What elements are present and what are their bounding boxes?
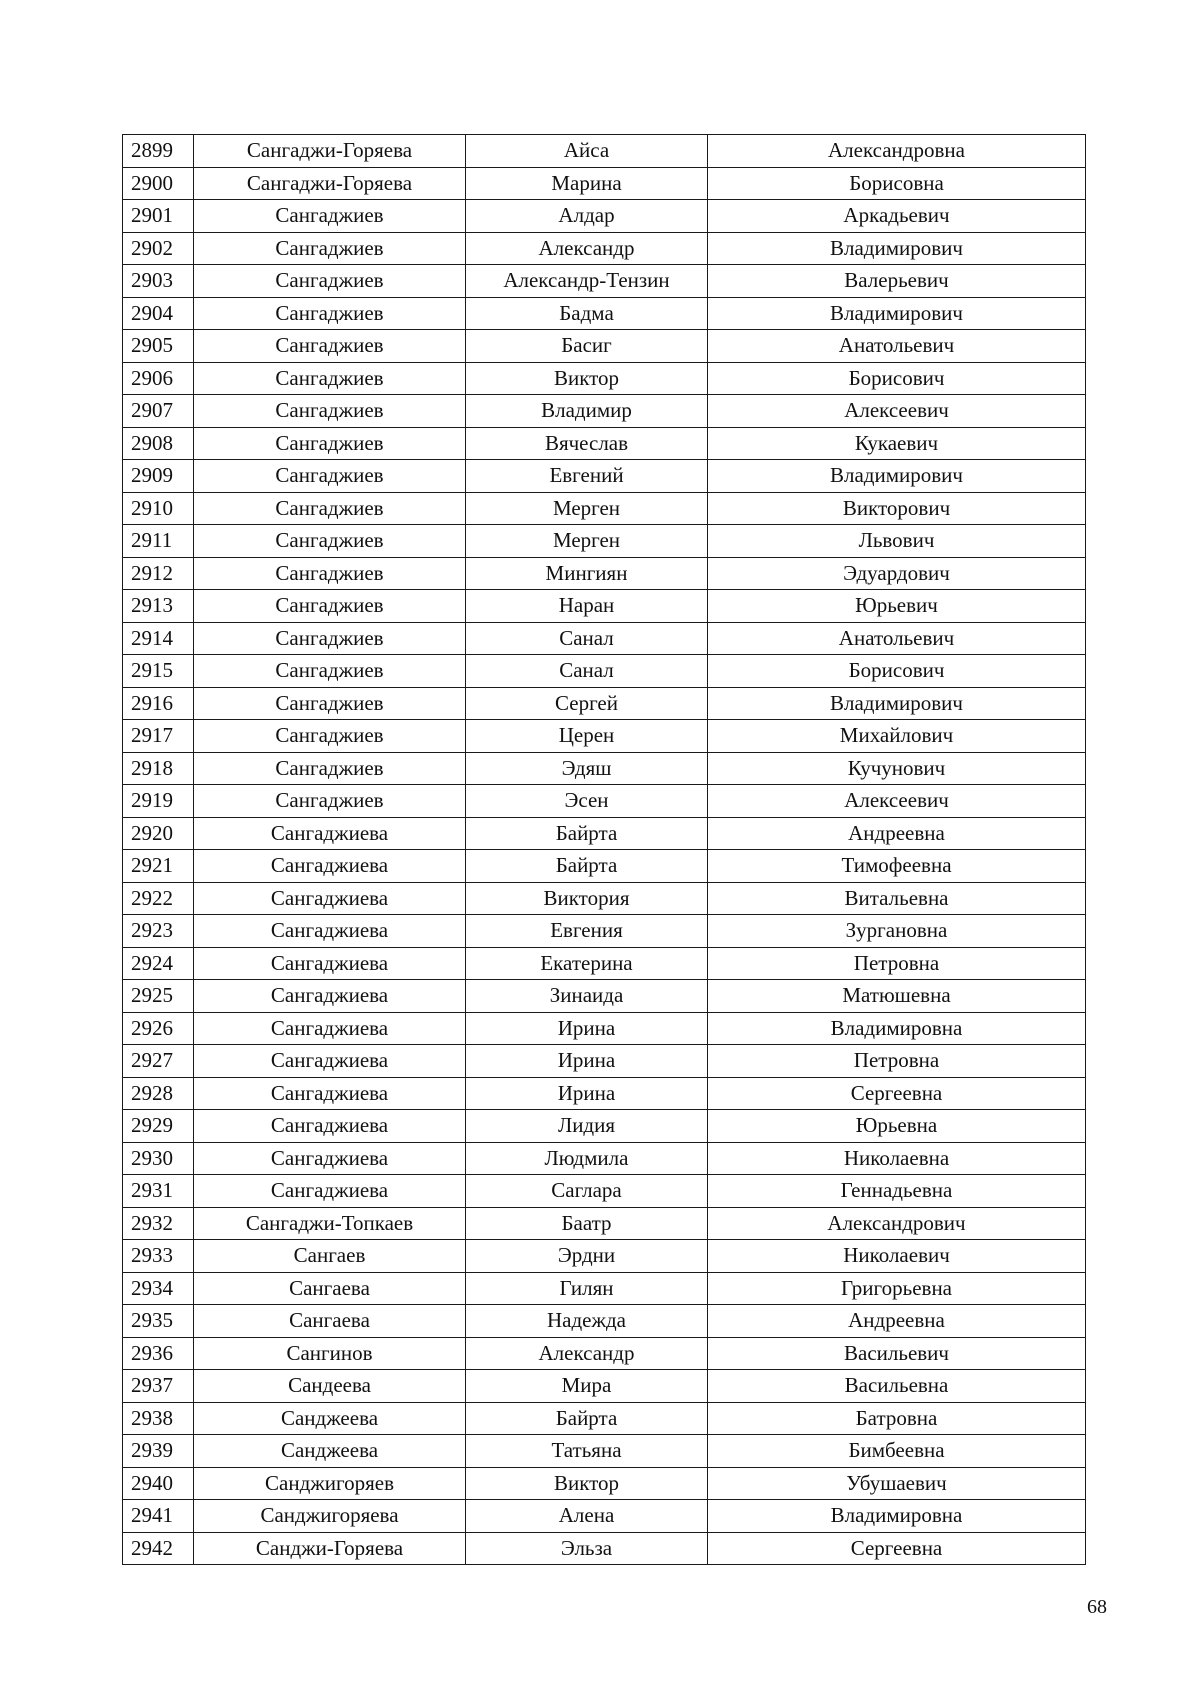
first-name-cell: Эсен (466, 785, 708, 818)
last-name-cell: Санджигоряев (194, 1467, 466, 1500)
table-row (123, 135, 1086, 168)
last-name-cell: Сангаджиев (194, 492, 466, 525)
table-row (123, 297, 1086, 330)
patronymic-cell: Владимировна (708, 1500, 1086, 1533)
last-name-cell: Санджи-Горяева (194, 1532, 466, 1565)
table-row (123, 1272, 1086, 1305)
row-number-cell: 2939 (123, 1435, 194, 1468)
first-name-cell: Виктор (466, 1467, 708, 1500)
row-number-cell: 2920 (123, 817, 194, 850)
last-name-cell: Сангаджиев (194, 720, 466, 753)
table-row (123, 1240, 1086, 1273)
first-name-cell: Мингиян (466, 557, 708, 590)
last-name-cell: Сангаджиев (194, 687, 466, 720)
table-row (123, 622, 1086, 655)
last-name-cell: Сангаджиев (194, 622, 466, 655)
row-number-cell: 2937 (123, 1370, 194, 1403)
last-name-cell: Сангаджи-Топкаев (194, 1207, 466, 1240)
row-number-cell: 2932 (123, 1207, 194, 1240)
patronymic-cell: Владимирович (708, 460, 1086, 493)
table-row (123, 1175, 1086, 1208)
page-number: 68 (1087, 1596, 1107, 1618)
first-name-cell: Саглара (466, 1175, 708, 1208)
first-name-cell: Татьяна (466, 1435, 708, 1468)
first-name-cell: Байрта (466, 817, 708, 850)
first-name-cell: Сергей (466, 687, 708, 720)
last-name-cell: Сангаджиева (194, 1142, 466, 1175)
table-row (123, 1012, 1086, 1045)
table-row (123, 1045, 1086, 1078)
patronymic-cell: Григорьевна (708, 1272, 1086, 1305)
last-name-cell: Сангаджиев (194, 265, 466, 298)
last-name-cell: Сангаджиев (194, 330, 466, 363)
patronymic-cell: Андреевна (708, 817, 1086, 850)
first-name-cell: Александр-Тензин (466, 265, 708, 298)
first-name-cell: Байрта (466, 1402, 708, 1435)
table-row (123, 492, 1086, 525)
first-name-cell: Мира (466, 1370, 708, 1403)
first-name-cell: Евгений (466, 460, 708, 493)
row-number-cell: 2931 (123, 1175, 194, 1208)
row-number-cell: 2928 (123, 1077, 194, 1110)
table-row (123, 1370, 1086, 1403)
last-name-cell: Сангаджиев (194, 395, 466, 428)
table-row (123, 1467, 1086, 1500)
patronymic-cell: Юрьевич (708, 590, 1086, 623)
patronymic-cell: Васильевич (708, 1337, 1086, 1370)
last-name-cell: Сангаджиев (194, 362, 466, 395)
first-name-cell: Санал (466, 655, 708, 688)
row-number-cell: 2906 (123, 362, 194, 395)
table-row (123, 200, 1086, 233)
patronymic-cell: Владимировна (708, 1012, 1086, 1045)
table-row (123, 850, 1086, 883)
row-number-cell: 2935 (123, 1305, 194, 1338)
patronymic-cell: Борисовна (708, 167, 1086, 200)
patronymic-cell: Кучунович (708, 752, 1086, 785)
table-row (123, 590, 1086, 623)
first-name-cell: Людмила (466, 1142, 708, 1175)
row-number-cell: 2923 (123, 915, 194, 948)
patronymic-cell: Алексеевич (708, 395, 1086, 428)
patronymic-cell: Витальевна (708, 882, 1086, 915)
row-number-cell: 2901 (123, 200, 194, 233)
row-number-cell: 2926 (123, 1012, 194, 1045)
patronymic-cell: Сергеевна (708, 1077, 1086, 1110)
row-number-cell: 2909 (123, 460, 194, 493)
patronymic-cell: Львович (708, 525, 1086, 558)
first-name-cell: Эльза (466, 1532, 708, 1565)
table-row (123, 460, 1086, 493)
table-row (123, 232, 1086, 265)
patronymic-cell: Анатольевич (708, 622, 1086, 655)
first-name-cell: Санал (466, 622, 708, 655)
table-row (123, 1402, 1086, 1435)
patronymic-cell: Викторович (708, 492, 1086, 525)
table-row (123, 167, 1086, 200)
table-row (123, 720, 1086, 753)
patronymic-cell: Александрович (708, 1207, 1086, 1240)
first-name-cell: Бадма (466, 297, 708, 330)
last-name-cell: Сангаджиева (194, 1077, 466, 1110)
patronymic-cell: Васильевна (708, 1370, 1086, 1403)
last-name-cell: Сангаджи-Горяева (194, 135, 466, 168)
table-row (123, 947, 1086, 980)
first-name-cell: Вячеслав (466, 427, 708, 460)
first-name-cell: Лидия (466, 1110, 708, 1143)
first-name-cell: Гилян (466, 1272, 708, 1305)
table-row (123, 882, 1086, 915)
patronymic-cell: Тимофеевна (708, 850, 1086, 883)
row-number-cell: 2911 (123, 525, 194, 558)
table-row (123, 362, 1086, 395)
row-number-cell: 2904 (123, 297, 194, 330)
patronymic-cell: Борисович (708, 655, 1086, 688)
table-row (123, 1435, 1086, 1468)
row-number-cell: 2908 (123, 427, 194, 460)
row-number-cell: 2917 (123, 720, 194, 753)
patronymic-cell: Владимирович (708, 297, 1086, 330)
row-number-cell: 2936 (123, 1337, 194, 1370)
first-name-cell: Виктор (466, 362, 708, 395)
table-row (123, 1110, 1086, 1143)
names-table (122, 134, 1086, 1565)
row-number-cell: 2938 (123, 1402, 194, 1435)
first-name-cell: Баатр (466, 1207, 708, 1240)
patronymic-cell: Алексеевич (708, 785, 1086, 818)
first-name-cell: Александр (466, 232, 708, 265)
table-row (123, 1337, 1086, 1370)
row-number-cell: 2930 (123, 1142, 194, 1175)
last-name-cell: Сангаджиева (194, 1175, 466, 1208)
last-name-cell: Сангинов (194, 1337, 466, 1370)
first-name-cell: Наран (466, 590, 708, 623)
patronymic-cell: Петровна (708, 947, 1086, 980)
patronymic-cell: Михайлович (708, 720, 1086, 753)
last-name-cell: Сангаева (194, 1305, 466, 1338)
last-name-cell: Сангаев (194, 1240, 466, 1273)
first-name-cell: Мерген (466, 492, 708, 525)
table-row (123, 817, 1086, 850)
table-row (123, 1305, 1086, 1338)
first-name-cell: Алдар (466, 200, 708, 233)
table-row (123, 395, 1086, 428)
table-row (123, 752, 1086, 785)
row-number-cell: 2918 (123, 752, 194, 785)
first-name-cell: Ирина (466, 1045, 708, 1078)
row-number-cell: 2903 (123, 265, 194, 298)
patronymic-cell: Борисович (708, 362, 1086, 395)
last-name-cell: Сангаева (194, 1272, 466, 1305)
table-row (123, 1500, 1086, 1533)
row-number-cell: 2922 (123, 882, 194, 915)
first-name-cell: Эрдни (466, 1240, 708, 1273)
patronymic-cell: Убушаевич (708, 1467, 1086, 1500)
last-name-cell: Санджеева (194, 1402, 466, 1435)
first-name-cell: Ирина (466, 1077, 708, 1110)
first-name-cell: Марина (466, 167, 708, 200)
table-row (123, 1077, 1086, 1110)
patronymic-cell: Аркадьевич (708, 200, 1086, 233)
patronymic-cell: Валерьевич (708, 265, 1086, 298)
last-name-cell: Сангаджиева (194, 1110, 466, 1143)
row-number-cell: 2942 (123, 1532, 194, 1565)
row-number-cell: 2940 (123, 1467, 194, 1500)
table-row (123, 525, 1086, 558)
last-name-cell: Санджеева (194, 1435, 466, 1468)
first-name-cell: Александр (466, 1337, 708, 1370)
patronymic-cell: Анатольевич (708, 330, 1086, 363)
row-number-cell: 2899 (123, 135, 194, 168)
patronymic-cell: Петровна (708, 1045, 1086, 1078)
row-number-cell: 2915 (123, 655, 194, 688)
table-row (123, 1532, 1086, 1565)
table-row (123, 687, 1086, 720)
last-name-cell: Сандеева (194, 1370, 466, 1403)
patronymic-cell: Андреевна (708, 1305, 1086, 1338)
last-name-cell: Сангаджиева (194, 980, 466, 1013)
first-name-cell: Мерген (466, 525, 708, 558)
patronymic-cell: Александровна (708, 135, 1086, 168)
row-number-cell: 2924 (123, 947, 194, 980)
row-number-cell: 2913 (123, 590, 194, 623)
last-name-cell: Сангаджиев (194, 460, 466, 493)
first-name-cell: Басиг (466, 330, 708, 363)
last-name-cell: Сангаджиев (194, 785, 466, 818)
first-name-cell: Надежда (466, 1305, 708, 1338)
row-number-cell: 2933 (123, 1240, 194, 1273)
last-name-cell: Сангаджиев (194, 200, 466, 233)
row-number-cell: 2912 (123, 557, 194, 590)
first-name-cell: Церен (466, 720, 708, 753)
patronymic-cell: Эдуардович (708, 557, 1086, 590)
patronymic-cell: Николаевна (708, 1142, 1086, 1175)
patronymic-cell: Матюшевна (708, 980, 1086, 1013)
row-number-cell: 2905 (123, 330, 194, 363)
last-name-cell: Сангаджиев (194, 232, 466, 265)
patronymic-cell: Бимбеевна (708, 1435, 1086, 1468)
table-row (123, 785, 1086, 818)
patronymic-cell: Кукаевич (708, 427, 1086, 460)
row-number-cell: 2910 (123, 492, 194, 525)
last-name-cell: Сангаджи-Горяева (194, 167, 466, 200)
last-name-cell: Сангаджиева (194, 850, 466, 883)
row-number-cell: 2929 (123, 1110, 194, 1143)
first-name-cell: Зинаида (466, 980, 708, 1013)
first-name-cell: Эдяш (466, 752, 708, 785)
row-number-cell: 2919 (123, 785, 194, 818)
last-name-cell: Сангаджиев (194, 525, 466, 558)
last-name-cell: Сангаджиева (194, 882, 466, 915)
patronymic-cell: Николаевич (708, 1240, 1086, 1273)
first-name-cell: Ирина (466, 1012, 708, 1045)
last-name-cell: Сангаджиев (194, 752, 466, 785)
table-row (123, 1142, 1086, 1175)
patronymic-cell: Сергеевна (708, 1532, 1086, 1565)
row-number-cell: 2902 (123, 232, 194, 265)
table-row (123, 427, 1086, 460)
table-row (123, 557, 1086, 590)
last-name-cell: Санджигоряева (194, 1500, 466, 1533)
names-table-body (123, 135, 1086, 1565)
last-name-cell: Сангаджиева (194, 1045, 466, 1078)
patronymic-cell: Батровна (708, 1402, 1086, 1435)
patronymic-cell: Геннадьевна (708, 1175, 1086, 1208)
first-name-cell: Алена (466, 1500, 708, 1533)
row-number-cell: 2914 (123, 622, 194, 655)
row-number-cell: 2941 (123, 1500, 194, 1533)
last-name-cell: Сангаджиев (194, 557, 466, 590)
patronymic-cell: Зургановна (708, 915, 1086, 948)
first-name-cell: Байрта (466, 850, 708, 883)
last-name-cell: Сангаджиева (194, 915, 466, 948)
first-name-cell: Екатерина (466, 947, 708, 980)
last-name-cell: Сангаджиев (194, 655, 466, 688)
last-name-cell: Сангаджиева (194, 1012, 466, 1045)
table-row (123, 980, 1086, 1013)
last-name-cell: Сангаджиев (194, 427, 466, 460)
first-name-cell: Евгения (466, 915, 708, 948)
table-row (123, 265, 1086, 298)
patronymic-cell: Владимирович (708, 232, 1086, 265)
last-name-cell: Сангаджиев (194, 590, 466, 623)
row-number-cell: 2934 (123, 1272, 194, 1305)
row-number-cell: 2927 (123, 1045, 194, 1078)
table-row (123, 330, 1086, 363)
last-name-cell: Сангаджиева (194, 947, 466, 980)
row-number-cell: 2916 (123, 687, 194, 720)
last-name-cell: Сангаджиев (194, 297, 466, 330)
row-number-cell: 2921 (123, 850, 194, 883)
first-name-cell: Виктория (466, 882, 708, 915)
row-number-cell: 2925 (123, 980, 194, 1013)
table-row (123, 655, 1086, 688)
patronymic-cell: Юрьевна (708, 1110, 1086, 1143)
last-name-cell: Сангаджиева (194, 817, 466, 850)
first-name-cell: Айса (466, 135, 708, 168)
row-number-cell: 2907 (123, 395, 194, 428)
table-row (123, 915, 1086, 948)
first-name-cell: Владимир (466, 395, 708, 428)
patronymic-cell: Владимирович (708, 687, 1086, 720)
row-number-cell: 2900 (123, 167, 194, 200)
table-row (123, 1207, 1086, 1240)
